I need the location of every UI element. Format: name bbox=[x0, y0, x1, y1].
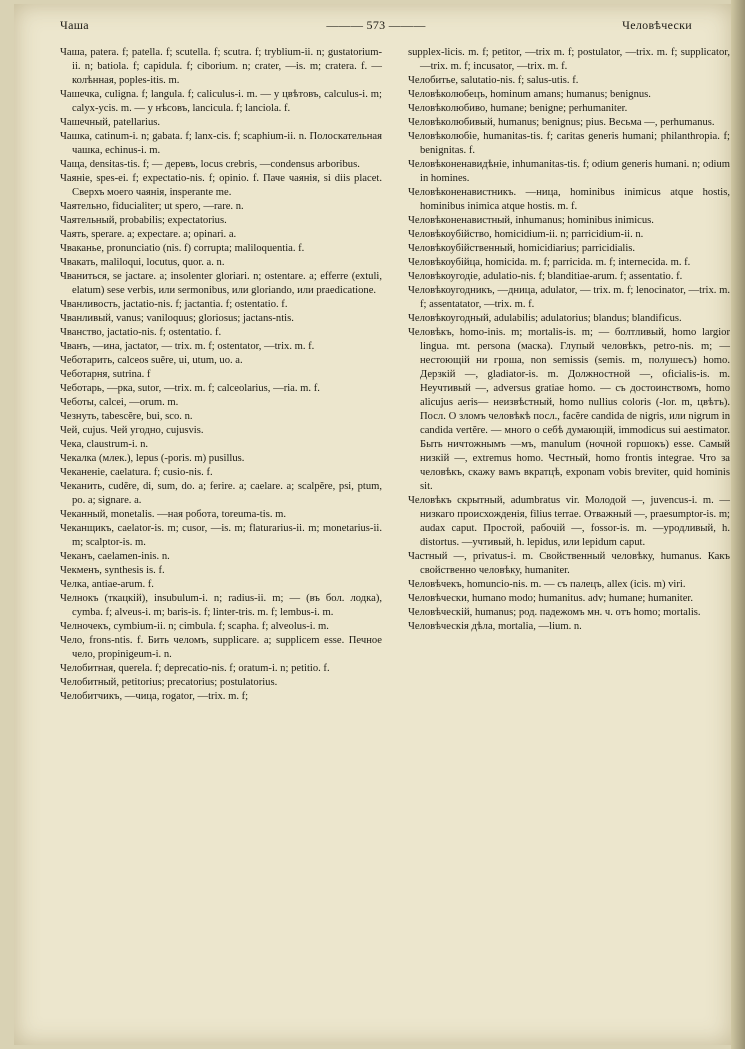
dictionary-entry: Частный —, privatus-i. m. Свойственный человѣку, humanus. Какъ свойственно человѣку, humaniter. bbox=[408, 551, 730, 576]
dictionary-entry: Чеботарить, calceos suĕre, ui, utum, uo. a. bbox=[60, 355, 243, 366]
dictionary-entry: Чеботы, calcei, —orum. m. bbox=[60, 397, 179, 408]
dictionary-entry: Человѣкоугодіе, adulatio-nis. f; blanditiae-arum. f; assentatio. f. bbox=[408, 271, 683, 282]
dictionary-entry: Челобитная, querela. f; deprecatio-nis. f; oratum-i. n; petitio. f. bbox=[60, 663, 330, 674]
dictionary-entry: Чашечный, patellarius. bbox=[60, 117, 161, 128]
page-number: ——— 573 ——— bbox=[326, 18, 426, 32]
dictionary-entry: Чеканный, monetalis. —ная робота, toreuma-tis. m. bbox=[60, 509, 287, 520]
dictionary-entry: Чвакать, maliloqui, locutus, quor. a. n. bbox=[60, 257, 225, 268]
dictionary-entry: Чеботарня, sutrina. f bbox=[60, 369, 151, 380]
dictionary-page bbox=[14, 4, 732, 1045]
dictionary-entry: Чашечка, culigna. f; langula. f; caliculus-i. m. — у цвѣтовъ, calculus-i. m; calyx-ycis. m. — у нѣсовъ, lancicula. f; lanciola. f. bbox=[60, 89, 382, 114]
right-column bbox=[408, 46, 730, 634]
dictionary-entry: Чаяніе, spes-ei. f; expectatio-nis. f; opinio. f. Паче чаянія, si diis placet. Сверхъ моего чаянія, insperante me. bbox=[60, 173, 382, 198]
dictionary-entry: Чеботарь, —рка, sutor, —trix. m. f; calceolarius, —ria. m. f. bbox=[60, 383, 320, 394]
dictionary-entry: Человѣкоугодный, adulabilis; adulatorius; blandus; blandificus. bbox=[408, 313, 682, 324]
dictionary-entry: Чванливый, vanus; vaniloquus; gloriosus; jactans-ntis. bbox=[60, 313, 294, 324]
dictionary-entry: Человѣкъ скрытный, adumbratus vir. Молодой —, juvencus-i. m. — низкаго происхожденія, filius terrae. Отважный —, praesumptor-is. m; audax caput. Простой, рабочій —, fossor-is. m. —уродливый, h. distortus. —учтивый, h. lepidus, или lepidum caput. bbox=[408, 495, 730, 548]
dictionary-entry: Человѣкъ, homo-inis. m; mortalis-is. m; — болтливый, homo largior lingua. mt. persona (маска). Глупый человѣкъ, petro-nis. m; — нестоющій ни гроша, non semissis (semis. m, полушесъ) homo. Дерзкій —, gladiator-is. m. Должностной —, oficialis-is. m. Неучтивый —, adversus gratiae homo. — съ достоинствомъ, homo alicujus aeris— неизвѣстный, homo nullius coloris (-lor. m, цвѣтъ). Посл. О зломъ человѣкѣ посл., facĕre candida de nigris, или nigrum in candida vertĕre. — много о себѣ думающій, immodicus sui aestimator. Быть ничтожнымъ —мъ, manulum (ночной горшокъ) esse. Самый низкій —, extremus homo. Честный, homo frontis integrae. Что за человѣкъ, скажу вамъ вкратцѣ, exponam vobis breviter, quid hominis sit. bbox=[408, 327, 730, 492]
dictionary-entry: Чаять, sperare. a; expectare. a; opinari. a. bbox=[60, 229, 237, 240]
running-header bbox=[60, 18, 692, 36]
dictionary-entry: Человѣчески, humano modo; humanitus. adv; humane; humaniter. bbox=[408, 593, 693, 604]
dictionary-entry: Челобитный, petitorius; precatorius; postulatorius. bbox=[60, 677, 278, 688]
dictionary-entry: Чаша, patera. f; patella. f; scutella. f; scutra. f; tryblium-ii. n; gustatorium-ii. n; batiola. f; capidula. f; ciborium. n; crater, —is. m; cratera. f. — колѣнная, poples-itis. m. bbox=[60, 47, 382, 86]
page-edge bbox=[731, 0, 745, 1049]
dictionary-entry: Человѣкоубійца, homicida. m. f; parricida. m. f; internecida. m. f. bbox=[408, 257, 691, 268]
left-column bbox=[60, 46, 382, 704]
dictionary-entry: Чваниться, se jactare. a; insolenter gloriari. n; ostentare. a; efferre (extuli, elatum) sese verbis, или sermonibus, или gloriando, или praedicatione. bbox=[60, 271, 382, 296]
dictionary-entry: Человѣколюбивый, humanus; benignus; pius. Весьма —, perhumanus. bbox=[408, 117, 715, 128]
dictionary-entry: Человѣкоубійство, homicidium-ii. n; parricidium-ii. n. bbox=[408, 229, 644, 240]
dictionary-entry: Человѣконенавидѣніе, inhumanitas-tis. f; odium generis humani. n; odium in homines. bbox=[408, 159, 730, 184]
dictionary-entry: Человѣческій, humanus; род. падежомъ мн. ч. отъ homo; mortalis. bbox=[408, 607, 701, 618]
header-right-word: Человѣчески bbox=[622, 18, 692, 32]
dictionary-entry: Челобитье, salutatio-nis. f; salus-utis. f. bbox=[408, 75, 579, 86]
dictionary-entry: Человѣконенавистникъ. —ница, hominibus inimicus atque hostis, hominibus inimica atque hostis. m. f. bbox=[408, 187, 730, 212]
dictionary-entry: Чека, claustrum-i. n. bbox=[60, 439, 149, 450]
dictionary-entry: Человѣконенавистный, inhumanus; hominibus inimicus. bbox=[408, 215, 654, 226]
dictionary-entry: Чванъ, —ина, jactator, — trix. m. f; ostentator, —trix. m. f. bbox=[60, 341, 315, 352]
dictionary-entry: Чеканщикъ, caelator-is. m; cusor, —is. m; flaturarius-ii. m; monetarius-ii. m; scalptor-is. m. bbox=[60, 523, 382, 548]
dictionary-entry: Человѣколюбиво, humane; benigne; perhumaniter. bbox=[408, 103, 628, 114]
dictionary-entry: Чаща, densitas-tis. f; — деревъ, locus crebris, —condensus arboribus. bbox=[60, 159, 360, 170]
dictionary-entry: Челночекъ, cymbium-ii. n; cimbula. f; scapha. f; alveolus-i. m. bbox=[60, 621, 329, 632]
dictionary-entry: Человѣчекъ, homuncio-nis. m. — съ палецъ, allex (icis. m) viri. bbox=[408, 579, 686, 590]
dictionary-entry: Чашка, catinum-i. n; gabata. f; lanx-cis. f; scaphium-ii. n. Полоскательная чашка, echinus-i. m. bbox=[60, 131, 382, 156]
dictionary-entry: Чванливость, jactatio-nis. f; jactantia. f; ostentatio. f. bbox=[60, 299, 288, 310]
dictionary-entry: Чаятельно, fiducialiter; ut spero, —rare. n. bbox=[60, 201, 244, 212]
dictionary-entry: Чекменъ, synthesis is. f. bbox=[60, 565, 165, 576]
dictionary-entry: Чело, frons-ntis. f. Бить челомъ, supplicare. a; supplicem esse. Печное чело, propinigeum-i. n. bbox=[60, 635, 382, 660]
dictionary-entry: Человѣколюбіе, humanitas-tis. f; caritas generis humani; philanthropia. f; benignitas. f. bbox=[408, 131, 730, 156]
dictionary-entry: Чванство, jactatio-nis. f; ostentatio. f. bbox=[60, 327, 222, 338]
dictionary-entry: Чекалка (млек.), lepus (-poris. m) pusillus. bbox=[60, 453, 245, 464]
dictionary-entry: Человѣкоубійственный, homicidiarius; parricidialis. bbox=[408, 243, 636, 254]
page-number-value: 573 bbox=[366, 18, 386, 32]
dictionary-entry: Челнокъ (ткацкій), insubulum-i. n; radius-ii. m; — (въ бол. лодка), cymba. f; alveus-i. m; baris-is. f; linter-tris. m. f; lembus-i. m. bbox=[60, 593, 382, 618]
dictionary-entry: Челобитчикъ, —чица, rogator, —trix. m. f; bbox=[60, 691, 249, 702]
dictionary-entry: Челка, antiae-arum. f. bbox=[60, 579, 154, 590]
dictionary-entry: Чеканъ, caelamen-inis. n. bbox=[60, 551, 170, 562]
dictionary-entry: Чезнуть, tabescĕre, bui, sco. n. bbox=[60, 411, 193, 422]
dictionary-entry: Человѣкоугодникъ, —дница, adulator, — trix. m. f; lenocinator, —trix. m. f; assentatator, —trix. m. f. bbox=[408, 285, 730, 310]
dictionary-entry: Чаятельный, probabilis; expectatorius. bbox=[60, 215, 227, 226]
dictionary-entry: Чеканеніе, caelatura. f; cusio-nis. f. bbox=[60, 467, 213, 478]
dictionary-entry: Чеканить, cudĕre, di, sum, do. a; ferire. a; caelare. a; scalpĕre, psi, ptum, po. a; signare. a. bbox=[60, 481, 382, 506]
dictionary-entry: Человѣческія дѣла, mortalia, —lium. n. bbox=[408, 621, 582, 632]
dictionary-entry: Чваканье, pronunciatio (nis. f) corrupta; maliloquentia. f. bbox=[60, 243, 305, 254]
dictionary-entry: supplex-licis. m. f; petitor, —trix m. f; postulator, —trix. m. f; supplicator, —trix. m. f; incusator, —trix. m. f. bbox=[408, 47, 730, 72]
dictionary-entry: Чей, cujus. Чей угодно, cujusvis. bbox=[60, 425, 204, 436]
dictionary-entry: Человѣколюбецъ, hominum amans; humanus; benignus. bbox=[408, 89, 651, 100]
header-left-word: Чаша bbox=[60, 18, 89, 32]
